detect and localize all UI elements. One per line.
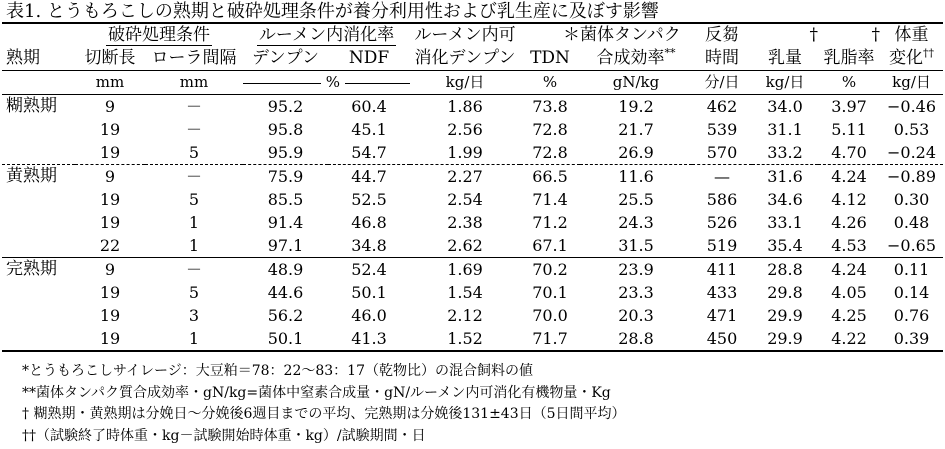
cell-starch: 48.9	[243, 258, 328, 282]
header-rds-2: 消化デンプン	[414, 48, 516, 68]
cell-starch: 91.4	[267, 213, 304, 232]
cell-milk: 35.4	[767, 236, 803, 255]
cell-starch: 50.1	[243, 327, 328, 351]
footnote: ††（試験終了時体重・kg－試験開始時体重・kg）/試験期間・日	[22, 427, 426, 444]
header-weight-2-cell	[880, 47, 943, 71]
header-milk: 乳量	[768, 48, 802, 68]
header-fat: 乳脂率	[823, 48, 875, 68]
cell-rumination: 450	[692, 327, 752, 351]
cell-stage	[2, 118, 75, 141]
header-rumination-2: 時間	[705, 48, 739, 68]
cell-cut-length: 19	[99, 143, 121, 162]
units-row	[2, 71, 943, 95]
header-stage: 熟期	[6, 48, 40, 68]
cell-roller-gap: 5	[188, 283, 200, 302]
cell-fat: 4.26	[831, 213, 867, 232]
cell-weight-change: 0.76	[893, 306, 930, 325]
cell-cut-length: 19	[99, 213, 121, 232]
cell-milk: 29.9	[767, 306, 803, 325]
header-dagger-2: †	[818, 23, 880, 47]
table-title: 表1. とうもろこしの熟期と破砕処理条件が養分利用性および乳生産に及ぼす影響	[6, 1, 659, 22]
cell-ndf: 46.8	[351, 213, 387, 232]
footnote: **菌体タンパク質合成効率・gN/kg=菌体中窒素合成量・gN/ルーメン内可消化有機物量・Kg	[22, 384, 611, 401]
footnote: † 糊熟期・黄熟期は分娩日〜分娩後6週目までの平均、完熟期は分娩後131±43日（5日間平均）	[22, 406, 626, 422]
unit-fat: %	[818, 71, 880, 95]
cell-cut-length: 9	[75, 258, 145, 282]
cell-fat: 4.53	[831, 236, 867, 255]
cell-stage: 黄熟期	[2, 165, 75, 189]
unit-tdn: %	[520, 71, 580, 95]
unit-pct-digest: %	[325, 73, 341, 91]
cell-protein: 28.8	[580, 327, 692, 351]
footnotes	[22, 361, 937, 447]
cell-rds: 2.62	[447, 236, 483, 255]
unit-pct-digest-cell	[243, 71, 410, 95]
cell-starch: 85.5	[267, 190, 304, 209]
cell-rds: 2.56	[447, 120, 483, 139]
cell-cut-length: 22	[99, 236, 121, 255]
cell-roller-gap: 5	[188, 190, 200, 209]
cell-protein: 23.3	[618, 283, 654, 302]
header-protein-1: 菌体タンパク	[580, 23, 692, 47]
footnote: *とうもろこしサイレージ：大豆粕＝78：22〜83：17（乾物比）の混合飼料の値	[22, 363, 533, 379]
header-protein-mark: ＊	[520, 23, 580, 47]
cell-fat: 4.05	[831, 283, 867, 302]
cell-protein: 11.6	[580, 165, 692, 189]
cell-fat: 4.70	[831, 143, 867, 162]
cell-rds: 2.38	[447, 213, 483, 232]
cell-rds: 1.69	[410, 258, 520, 282]
cell-rds: 1.52	[410, 327, 520, 351]
cell-starch: 75.9	[243, 165, 328, 189]
cell-milk: 28.8	[752, 258, 818, 282]
header-processing-group: 破砕処理条件	[108, 25, 210, 45]
cell-rumination: 570	[706, 143, 738, 162]
cell-milk: 31.6	[752, 165, 818, 189]
cell-ndf: 46.0	[351, 306, 387, 325]
cell-fat: 4.22	[818, 327, 880, 351]
cell-rds: 2.27	[410, 165, 520, 189]
cell-ndf: 34.8	[351, 236, 387, 255]
table-row	[2, 234, 943, 258]
table-row	[2, 258, 943, 282]
cell-ndf: 60.4	[328, 95, 410, 119]
header-rds-1: ルーメン内可	[410, 23, 520, 47]
cell-weight-change: 0.11	[880, 258, 943, 282]
cell-tdn: 67.1	[532, 236, 568, 255]
results-table	[2, 22, 943, 352]
cell-protein: 26.9	[618, 143, 654, 162]
cell-weight-change: 0.30	[893, 190, 930, 209]
cell-fat: 4.24	[818, 258, 880, 282]
cell-ndf: 45.1	[351, 120, 387, 139]
cell-fat: 3.97	[818, 95, 880, 119]
cell-rumination: 586	[706, 190, 738, 209]
header-weight-1: 体重	[880, 23, 943, 47]
cell-tdn: 71.4	[532, 190, 568, 209]
cell-roller-gap: 5	[188, 143, 200, 162]
cell-cut-length: 9	[75, 95, 145, 119]
unit-weight: kg/日	[880, 71, 943, 95]
table-row	[2, 141, 943, 165]
unit-rds: kg/日	[410, 71, 520, 95]
cell-starch: 56.2	[267, 306, 304, 325]
cell-fat: 4.25	[831, 306, 867, 325]
cell-tdn: 71.7	[520, 327, 580, 351]
cell-protein: 31.5	[618, 236, 654, 255]
unit-cut: mm	[75, 71, 145, 95]
cell-tdn: 66.5	[520, 165, 580, 189]
header-row-2	[2, 47, 943, 71]
cell-protein: 25.5	[618, 190, 654, 209]
cell-weight-change: −0.89	[880, 165, 943, 189]
header-weight-2: 変化	[889, 48, 923, 68]
cell-ndf: 54.7	[351, 143, 387, 162]
header-roller-gap: ローラ間隔	[151, 48, 237, 68]
table-row	[2, 211, 943, 234]
table-row	[2, 304, 943, 327]
header-protein-sup: **	[664, 47, 676, 60]
cell-cut-length: 19	[75, 327, 145, 351]
cell-cut-length: 19	[99, 120, 121, 139]
cell-milk: 31.1	[767, 120, 803, 139]
cell-tdn: 70.1	[532, 283, 568, 302]
header-rumination-1: 反芻	[692, 23, 752, 47]
cell-weight-change: 0.39	[880, 327, 943, 351]
cell-cut-length: 19	[99, 283, 121, 302]
cell-weight-change: −0.65	[886, 236, 937, 255]
cell-rds: 1.86	[410, 95, 520, 119]
cell-stage	[2, 211, 75, 234]
table-row	[2, 188, 943, 211]
cell-rumination: 539	[706, 120, 738, 139]
cell-weight-change: −0.46	[880, 95, 943, 119]
cell-ndf: 52.4	[328, 258, 410, 282]
cell-rds: 1.99	[447, 143, 483, 162]
table-row	[2, 165, 943, 189]
cell-starch: 95.2	[243, 95, 328, 119]
header-protein-2: 合成効率	[596, 48, 665, 68]
cell-rumination: 471	[706, 306, 738, 325]
cell-rds: 2.54	[447, 190, 483, 209]
cell-rumination: 526	[706, 213, 738, 232]
cell-ndf: 41.3	[328, 327, 410, 351]
cell-ndf: 50.1	[351, 283, 387, 302]
cell-protein: 19.2	[580, 95, 692, 119]
cell-ndf: 52.5	[351, 190, 387, 209]
cell-rumination: —	[692, 165, 752, 189]
cell-starch: 95.9	[267, 143, 304, 162]
cell-stage: 完熟期	[2, 258, 75, 282]
header-row-1	[2, 23, 943, 47]
cell-stage	[2, 327, 75, 351]
cell-milk: 34.6	[767, 190, 803, 209]
header-cut-length: 切断長	[84, 48, 136, 68]
cell-milk: 29.9	[752, 327, 818, 351]
cell-roller-gap: 1	[188, 236, 200, 255]
cell-roller-gap: －	[145, 258, 243, 282]
table-row	[2, 118, 943, 141]
header-rumen-digest-group: ルーメン内消化率	[258, 25, 395, 45]
table-row	[2, 281, 943, 304]
cell-ndf: 44.7	[328, 165, 410, 189]
header-dagger-1: †	[752, 23, 818, 47]
cell-cut-length: 9	[75, 165, 145, 189]
table-row	[2, 95, 943, 119]
cell-stage	[2, 281, 75, 304]
cell-rumination: 462	[692, 95, 752, 119]
cell-weight-change: 0.14	[893, 283, 930, 302]
cell-fat: 4.24	[818, 165, 880, 189]
unit-roller: mm	[145, 71, 243, 95]
cell-roller-gap: －	[145, 165, 243, 189]
cell-tdn: 70.0	[532, 306, 568, 325]
cell-fat: 4.12	[831, 190, 867, 209]
cell-milk: 33.2	[767, 143, 803, 162]
cell-roller-gap: 1	[188, 213, 200, 232]
cell-rds: 1.54	[447, 283, 483, 302]
header-tdn: TDN	[530, 48, 570, 68]
unit-rumination: 分/日	[692, 71, 752, 95]
cell-roller-gap: 1	[145, 327, 243, 351]
header-ndf: NDF	[348, 48, 390, 68]
table-row	[2, 327, 943, 351]
cell-fat: 5.11	[831, 120, 867, 139]
cell-milk: 34.0	[752, 95, 818, 119]
cell-weight-change: 0.53	[893, 120, 930, 139]
unit-milk: kg/日	[752, 71, 818, 95]
cell-starch: 44.6	[267, 283, 304, 302]
cell-stage	[2, 188, 75, 211]
cell-rumination: 411	[692, 258, 752, 282]
cell-rumination: 519	[706, 236, 738, 255]
unit-protein: gN/kg	[580, 71, 692, 95]
cell-milk: 29.8	[767, 283, 803, 302]
cell-cut-length: 19	[99, 306, 121, 325]
cell-weight-change: −0.24	[886, 143, 937, 162]
cell-roller-gap: －	[185, 120, 202, 139]
header-protein-2-cell	[580, 47, 692, 71]
cell-starch: 95.8	[267, 120, 304, 139]
cell-tdn: 73.8	[520, 95, 580, 119]
cell-cut-length: 19	[99, 190, 121, 209]
cell-protein: 21.7	[618, 120, 654, 139]
cell-stage: 糊熟期	[2, 95, 75, 119]
cell-protein: 23.9	[580, 258, 692, 282]
cell-tdn: 72.8	[532, 143, 568, 162]
cell-weight-change: 0.48	[893, 213, 930, 232]
cell-tdn: 72.8	[532, 120, 568, 139]
cell-roller-gap: －	[145, 95, 243, 119]
cell-rds: 2.12	[447, 306, 483, 325]
cell-stage	[2, 304, 75, 327]
cell-tdn: 71.2	[532, 213, 568, 232]
cell-tdn: 70.2	[520, 258, 580, 282]
cell-stage	[2, 141, 75, 165]
cell-starch: 97.1	[267, 236, 304, 255]
cell-protein: 24.3	[618, 213, 654, 232]
cell-protein: 20.3	[618, 306, 654, 325]
cell-rumination: 433	[706, 283, 738, 302]
cell-stage	[2, 234, 75, 258]
header-starch: デンプン	[252, 48, 319, 68]
cell-milk: 33.1	[767, 213, 803, 232]
cell-roller-gap: 3	[188, 306, 200, 325]
header-weight-sup: ††	[923, 47, 934, 60]
